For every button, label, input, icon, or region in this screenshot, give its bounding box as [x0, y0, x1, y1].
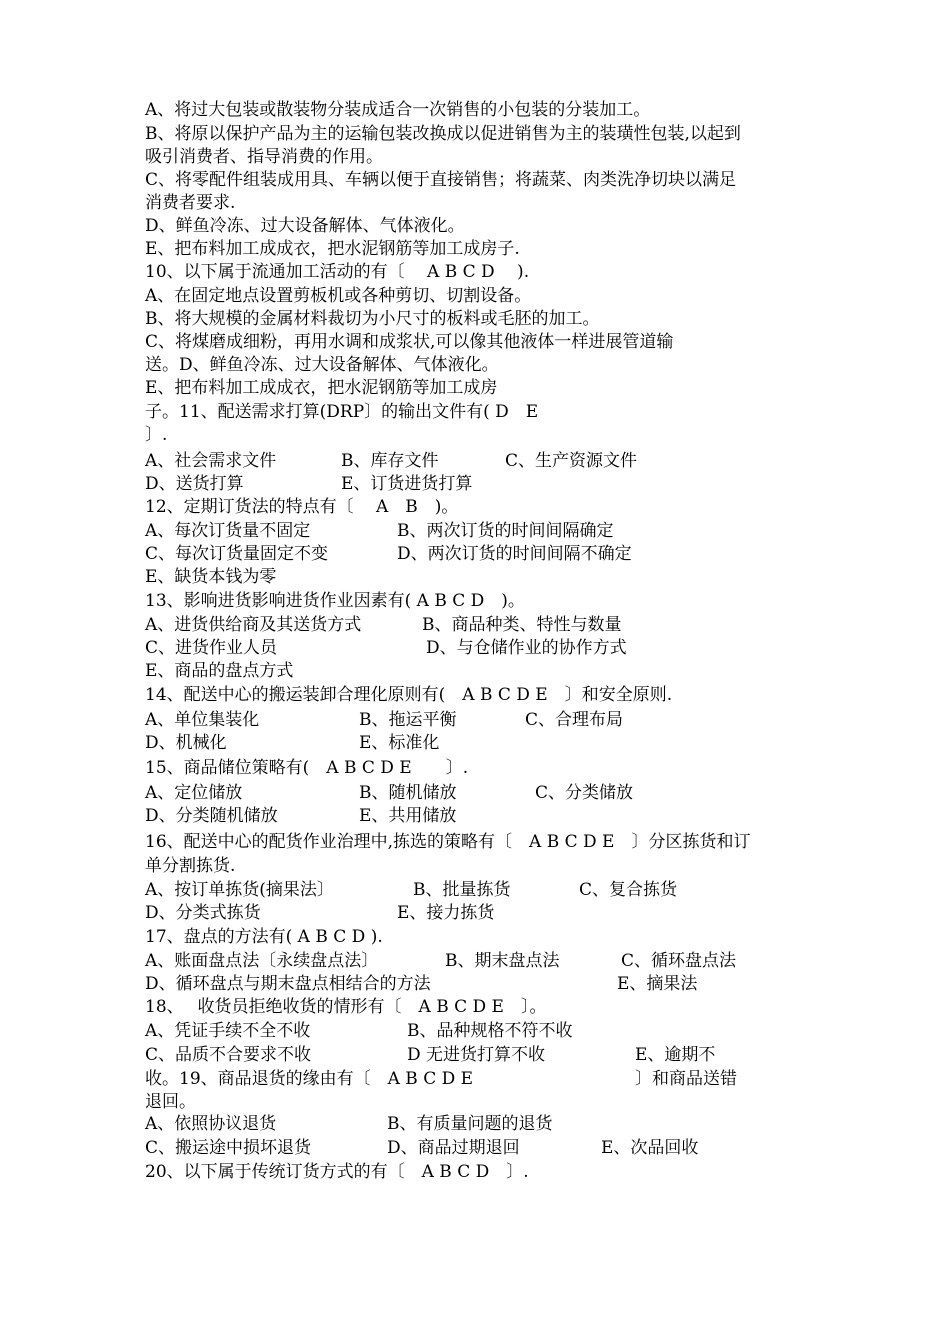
line-segment: 〕和商品送错 [635, 1069, 737, 1089]
option-c: C、搬运途中损坏退货 [145, 1138, 312, 1158]
option-c: C、生产资源文件 [505, 451, 638, 471]
option-b: B、品种规格不符不收 [407, 1021, 573, 1041]
option-a: A、按订单拣货(摘果法〕 [145, 880, 334, 900]
option-a: A、依照协议退货 [145, 1114, 277, 1134]
option-e: E、逾期不 [635, 1045, 716, 1065]
option-e: E、共用储放 [359, 806, 457, 826]
option-d: D、循环盘点与期末盘点相结合的方法 [145, 974, 431, 994]
option-c: C、品质不合要求不收 [145, 1045, 312, 1065]
option-e: E、缺货本钱为零 [145, 567, 277, 587]
option-c: C、每次订货量固定不变 [145, 544, 329, 564]
option-d: D 无进货打算不收 [407, 1045, 546, 1065]
option-c: C、循环盘点法 [621, 951, 737, 971]
option-b: B、有质量问题的退货 [387, 1114, 553, 1134]
option-d: D、机械化 [145, 733, 227, 753]
option-b: B、批量拣货 [413, 880, 511, 900]
option-b: B、随机储放 [359, 783, 457, 803]
option-c: C、分类储放 [535, 783, 634, 803]
line-segment: 15、商品储位策略有( A B C D E 〕. [145, 758, 469, 778]
line-segment: 18、 收货员拒绝收货的情形有〔 A B C D E 〕。 [145, 997, 547, 1017]
line-segment: 14、配送中心的搬运装卸合理化原则有( A B C D E 〕和安全原则. [145, 685, 673, 705]
line-segment: A、在固定地点设置剪板机或各种剪切、切割设备。 [145, 286, 532, 306]
option-e: E、次品回收 [601, 1138, 699, 1158]
option-e: E、订货进货打算 [341, 474, 473, 494]
line-segment: 消费者要求. [145, 193, 236, 213]
line-segment: 吸引消费者、指导消费的作用。 [145, 147, 383, 167]
option-e: E、接力拣货 [397, 903, 495, 923]
option-c: C、进货作业人员 [145, 638, 278, 658]
option-c: C、复合拣货 [579, 880, 678, 900]
line-segment: C、将煤磨成细粉，再用水调和成浆状,可以像其他液体一样进展管道输 [145, 332, 674, 352]
line-segment: C、将零配件组装成用具、车辆以便于直接销售；将蔬菜、肉类洗净切块以满足 [145, 170, 737, 190]
option-a: A、每次订货量不固定 [145, 521, 311, 541]
option-a: A、凭证手续不全不收 [145, 1021, 311, 1041]
line-segment: B、将大规模的金属材料裁切为小尺寸的板料或毛胚的加工。 [145, 309, 600, 329]
option-b: B、期末盘点法 [445, 951, 560, 971]
option-d: D、分类随机储放 [145, 806, 278, 826]
line-segment: 16、配送中心的配货作业治理中,拣选的策略有〔 A B C D E 〕分区拣货和订 [145, 832, 751, 852]
line-segment: 12、定期订货法的特点有〔 A B )。 [145, 497, 459, 517]
option-b: B、库存文件 [341, 451, 439, 471]
option-d: D、商品过期退回 [387, 1138, 520, 1158]
line-segment: 子。11、配送需求打算(DRP〕的输出文件有( D E [145, 402, 539, 422]
option-d: D、两次订货的时间间隔不确定 [397, 544, 632, 564]
line-segment: 20、以下属于传统订货方式的有〔 A B C D 〕. [145, 1162, 529, 1182]
line-segment: A、将过大包装或散装物分装成适合一次销售的小包装的分装加工。 [145, 100, 651, 120]
option-a: A、定位储放 [145, 783, 243, 803]
line-segment: D、鲜鱼冷冻、过大设备解体、气体液化。 [145, 216, 465, 236]
option-b: B、拖运平衡 [359, 710, 457, 730]
line-segment: 退回。 [145, 1092, 196, 1112]
line-segment: 13、影响进货影响进货作业因素有( A B C D )。 [145, 591, 525, 611]
line-segment: 〕. [145, 425, 168, 445]
line-segment: 17、盘点的方法有( A B C D ). [145, 927, 383, 947]
option-b: B、两次订货的时间间隔确定 [397, 521, 614, 541]
option-e: E、摘果法 [617, 974, 698, 994]
line-segment: B、将原以保护产品为主的运输包装改换成以促进销售为主的装璜性包装,以起到 [145, 124, 741, 144]
line-segment: 收。19、商品退货的缘由有〔 A B C D E [145, 1069, 474, 1089]
option-e: E、标准化 [359, 733, 440, 753]
line-segment: 单分割拣货. [145, 856, 236, 876]
line-segment: 送。D、鲜鱼冷冻、过大设备解体、气体液化。 [145, 355, 499, 375]
option-b: B、商品种类、特性与数量 [422, 615, 622, 635]
option-d: D、送货打算 [145, 474, 244, 494]
option-a: A、单位集装化 [145, 710, 260, 730]
option-a: A、进货供给商及其送货方式 [145, 615, 362, 635]
option-d: D、分类式拣货 [145, 903, 261, 923]
option-e: E、商品的盘点方式 [145, 661, 294, 681]
option-a: A、账面盘点法〔永续盘点法〕 [145, 951, 379, 971]
line-segment: E、把布料加工成成衣，把水泥钢筋等加工成房 [145, 378, 498, 398]
line-segment: E、把布料加工成成衣，把水泥钢筋等加工成房子. [145, 239, 520, 259]
option-d: D、与仓储作业的协作方式 [426, 638, 627, 658]
line-segment: 10、以下属于流通加工活动的有〔 A B C D ). [145, 262, 530, 282]
option-c: C、合理布局 [525, 710, 624, 730]
option-a: A、社会需求文件 [145, 451, 277, 471]
